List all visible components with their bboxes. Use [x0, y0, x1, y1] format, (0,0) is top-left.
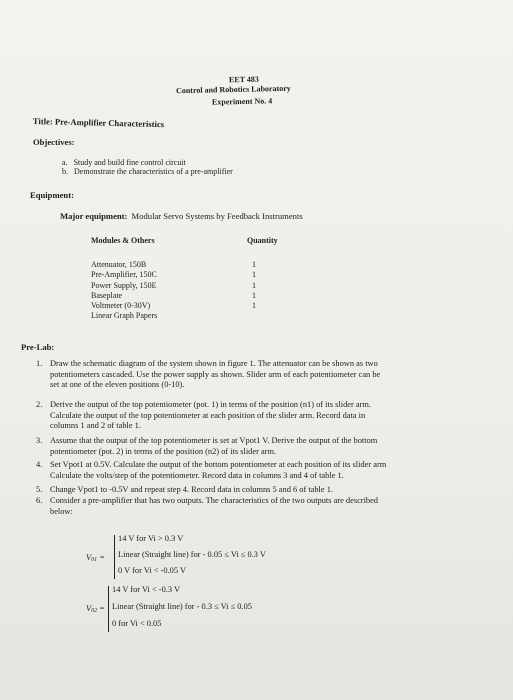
equation-1-case: 0 V for Vi < -0.05 V: [118, 566, 187, 575]
item-line: set at one of the eleven positions (0-10).: [50, 380, 185, 390]
item-line: Derive the output of the top potentiometer (pot. 1) in terms of the position (n1) of its slider arm.: [50, 400, 371, 409]
item-line: potentiometers cascaded. Use the power supply as shown. Slider arm of each potentiometer can be: [50, 369, 381, 379]
objective-marker: a.: [62, 158, 68, 167]
equipment-row: [91, 301, 150, 310]
equipment-name: Voltmeter (0-30V): [91, 301, 151, 310]
equation-2-case: 14 V for Vi < -0.3 V: [112, 585, 181, 594]
prelab-item-3: [36, 436, 377, 457]
equipment-name: Power Supply, 150E: [91, 281, 157, 290]
equipment-heading: Equipment:: [30, 190, 74, 200]
equation-1-lhs: V01 =: [86, 553, 105, 563]
item-number: 1.: [36, 359, 43, 368]
prelab-item-1: [36, 359, 380, 391]
equation-1-brace: [114, 535, 115, 579]
item-line: below:: [50, 506, 73, 516]
equation-2-case: Linear (Straight line) for - 0.3 ≤ Vi ≤ 0.05: [112, 602, 252, 611]
major-equipment-line: [60, 211, 303, 221]
item-line: Change Vpot1 to -0.5V and repeat step 4. Record data in columns 5 and 6 of table 1.: [50, 485, 333, 494]
equipment-row: [91, 311, 157, 320]
experiment-number: Experiment No. 4: [211, 96, 273, 107]
item-line: Consider a pre-amplifier that has two outputs. The characteristics of the two outputs are described: [50, 496, 378, 505]
prelab-item-5: [36, 485, 333, 496]
equipment-name: Pre-Amplifier, 150C: [91, 270, 157, 279]
equipment-row: [91, 281, 156, 290]
objective-item: [62, 158, 186, 167]
equipment-qty: 1: [252, 270, 256, 279]
objective-marker: b.: [62, 167, 68, 176]
prelab-item-6: [36, 496, 378, 517]
item-line: Draw the schematic diagram of the system shown in figure 1. The attenuator can be shown as two: [50, 359, 378, 368]
equation-2-brace: [108, 586, 109, 632]
document-title: Title: Pre-Amplifier Characteristics: [32, 116, 165, 130]
equipment-qty: 1: [252, 260, 256, 269]
major-equipment-label: Major equipment:: [60, 211, 128, 221]
item-number: 6.: [36, 496, 43, 505]
equipment-qty: 1: [252, 301, 256, 310]
equation-2-case: 0 for Vi < 0.05: [112, 619, 162, 628]
equipment-name: Linear Graph Papers: [91, 311, 158, 320]
equation-1-case: 14 V for Vi > 0.3 V: [118, 534, 184, 543]
column-header-quantity: Quantity: [247, 236, 278, 245]
item-number: 3.: [36, 436, 43, 445]
objective-text: Demonstrate the characteristics of a pre-amplifier: [74, 167, 233, 176]
course-code: EET 483: [228, 74, 259, 85]
equipment-qty: 1: [252, 291, 256, 300]
equipment-name: Attenuator, 150B: [91, 260, 147, 269]
item-line: potentiometer (pot. 2) in terms of the position (n2) of its slider arm.: [50, 446, 277, 456]
equipment-row: [91, 270, 157, 279]
equipment-row: [91, 291, 122, 300]
item-number: 4.: [36, 460, 43, 469]
item-line: Assume that the output of the top potentiometer is set at Vpot1 V. Derive the output of the bottom: [50, 436, 378, 445]
item-line: columns 1 and 2 of table 1.: [50, 421, 141, 431]
column-header-modules: Modules & Others: [91, 236, 155, 245]
equipment-name: Baseplate: [91, 291, 123, 300]
equipment-row: [91, 260, 146, 269]
objective-item: [62, 167, 233, 176]
item-number: 2.: [36, 400, 43, 409]
equation-1-case: Linear (Straight line) for - 0.05 ≤ Vi ≤ 0.3 V: [118, 550, 266, 559]
item-line: Calculate the output of the top potentiometer at each position of the slider arm. Record data in: [50, 410, 366, 420]
equation-2-lhs: V02 =: [86, 604, 105, 614]
prelab-heading: Pre-Lab:: [21, 342, 55, 352]
item-line: Set Vpot1 at 0.5V. Calculate the output of the bottom potentiometer at each position of its slider arm: [50, 460, 387, 469]
prelab-item-2: [36, 400, 371, 432]
objectives-heading: Objectives:: [33, 137, 75, 147]
major-equipment-text: Modular Servo Systems by Feedback Instruments: [131, 211, 303, 221]
equipment-qty: 1: [252, 281, 256, 290]
prelab-item-4: [36, 460, 386, 481]
item-line: Calculate the volts/step of the potentiometer. Record data in columns 3 and 4 of table 1.: [50, 470, 344, 480]
objective-text: Study and build fine control circuit: [73, 158, 186, 167]
item-number: 5.: [36, 485, 43, 494]
lab-name: Control and Robotics Laboratory: [175, 83, 291, 96]
